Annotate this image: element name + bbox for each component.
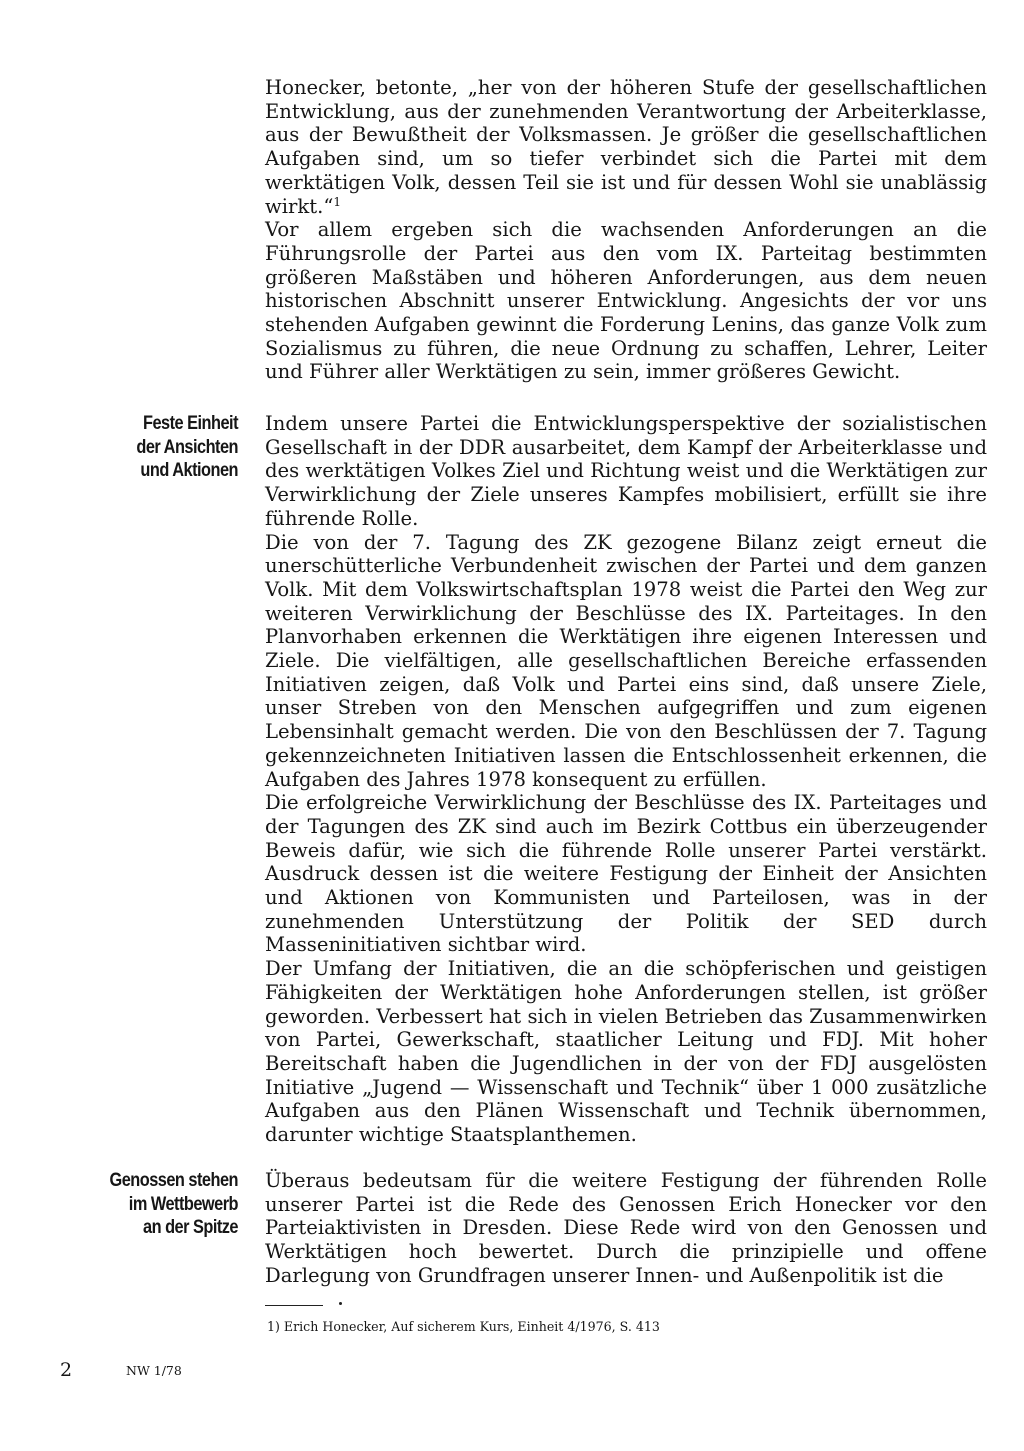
paragraph: Die von der 7. Tagung des ZK gezogene Bilanz zeigt erneut die unerschütterliche Verbundenheit zwischen der Partei und dem ganzen Volk. Mit dem Volkswirtschaftsplan 1978 weist die Partei den Weg zur weiteren Verwirklichung der Beschlüsse des IX. Parteitages. In den Planvorhaben erkennen die Werktätigen ihre eigenen Interessen und Ziele. Die vielfältigen, alle gesellschaftlichen Bereiche erfassenden Initiativen zeigen, daß Volk und Partei eins sind, daß unsere Ziele, unser Streben von den Menschen aufgegriffen und zum eigenen Lebensinhalt gemacht werden. Die von den Beschlüssen der 7. Tagung gekennzeichneten Initiativen lassen die Entschlossenheit erkennen, die Aufgaben des Jahres 1978 konsequent zu erfüllen. (265, 530, 987, 791)
side-heading-line: und Aktionen (140, 460, 238, 481)
paragraph (265, 76, 987, 218)
paragraph: Die erfolgreiche Verwirklichung der Beschlüsse des IX. Parteitages und der Tagungen des ZK sind auch im Bezirk Cottbus ein überzeugender Beweis dafür, wie sich die führende Rolle unserer Partei verstärkt. Ausdruck dessen ist die weitere Festigung der Einheit der Ansichten und Aktionen von Kommunisten und Parteilosen, was in der zunehmenden Unterstützung der Politik der SED durch Masseninitiativen sichtbar wird. (265, 791, 987, 957)
side-heading-line: Genossen stehen (109, 1170, 238, 1191)
side-heading-line: im Wettbewerb (128, 1193, 238, 1215)
side-heading-line: an der Spitze (143, 1217, 238, 1238)
footnote-reference: 1 (333, 194, 342, 209)
paragraph: Vor allem ergeben sich die wachsenden Anforderungen an die Führungsrolle der Partei aus den vom IX. Parteitag bestimmten größeren Maßstäben und höheren Anforderungen, aus dem neuen historischen Abschnitt unserer Entwicklung. Angesichts der vor uns stehenden Aufgaben gewinnt die Forderung Lenins, das ganze Volk zum Sozialismus zu führen, die neue Ordnung zu schaffen, Lehrer, Leiter und Führer aller Werktätigen zu sein, immer größeres Gewicht. (265, 218, 987, 384)
paragraph: Überaus bedeutsam für die weitere Festigung der führenden Rolle unserer Partei ist die Rede des Genossen Erich Honecker vor den Parteiaktivisten in Dresden. Diese Rede wird von den Genossen und Werktätigen hoch bewertet. Durch die prinzipielle und offene Darlegung von Grundfragen unserer Innen- und Außenpolitik ist die (265, 1169, 987, 1287)
side-heading-comrades (92, 1169, 238, 1240)
text-block-1 (265, 76, 987, 384)
footnote-rule-dot (339, 1302, 342, 1305)
side-heading-line: der Ansichten (136, 436, 238, 458)
paragraph: Der Umfang der Initiativen, die an die schöpferischen und geistigen Fähigkeiten der Werktätigen hohe Anforderungen stellen, ist größer geworden. Verbessert hat sich in vielen Betrieben das Zusammenwirken von Partei, Gewerkschaft, staatlicher Leitung und FDJ. Mit hoher Bereitschaft haben die Jugendlichen in der von der FDJ ausgelösten Initiative „Jugend — Wissenschaft und Technik“ über 1 000 zusätzliche Aufgaben aus den Plänen Wissenschaft und Technik übernommen, darunter wichtige Staatsplanthemen. (265, 957, 987, 1147)
paragraph: Indem unsere Partei die Entwicklungsperspektive der sozialistischen Gesellschaft in der DDR ausarbeitet, dem Kampf der Arbeiterklasse und des werktätigen Volkes Ziel und Richtung weist und die Werktätigen zur Verwirklichung der Ziele unseres Kampfes mobilisiert, erfüllt sie ihre führende Rolle. (265, 412, 987, 530)
text-block-3 (265, 1169, 987, 1288)
side-heading-unity (92, 412, 238, 483)
issue-label: NW 1/78 (126, 1363, 182, 1378)
paragraph-text: Honecker, betonte, „her von der höheren Stufe der gesellschaftlichen Entwicklung, aus der zunehmenden Verantwortung der Arbeiterklasse, aus der Bewußtheit der Volksmassen. Je größer die gesellschaftlichen Aufgaben sind, um so tiefer verbindet sich die Partei mit dem werktätigen Volk, dessen Teil sie ist und für dessen Wohl sie unablässig wirkt.“ (265, 76, 987, 218)
text-block-2 (265, 412, 987, 1147)
side-heading-line: Feste Einheit (143, 413, 238, 434)
footnote: 1) Erich Honecker, Auf sicherem Kurs, Einheit 4/1976, S. 413 (267, 1319, 660, 1334)
footnote-rule (265, 1305, 323, 1306)
page-number: 2 (60, 1359, 73, 1381)
